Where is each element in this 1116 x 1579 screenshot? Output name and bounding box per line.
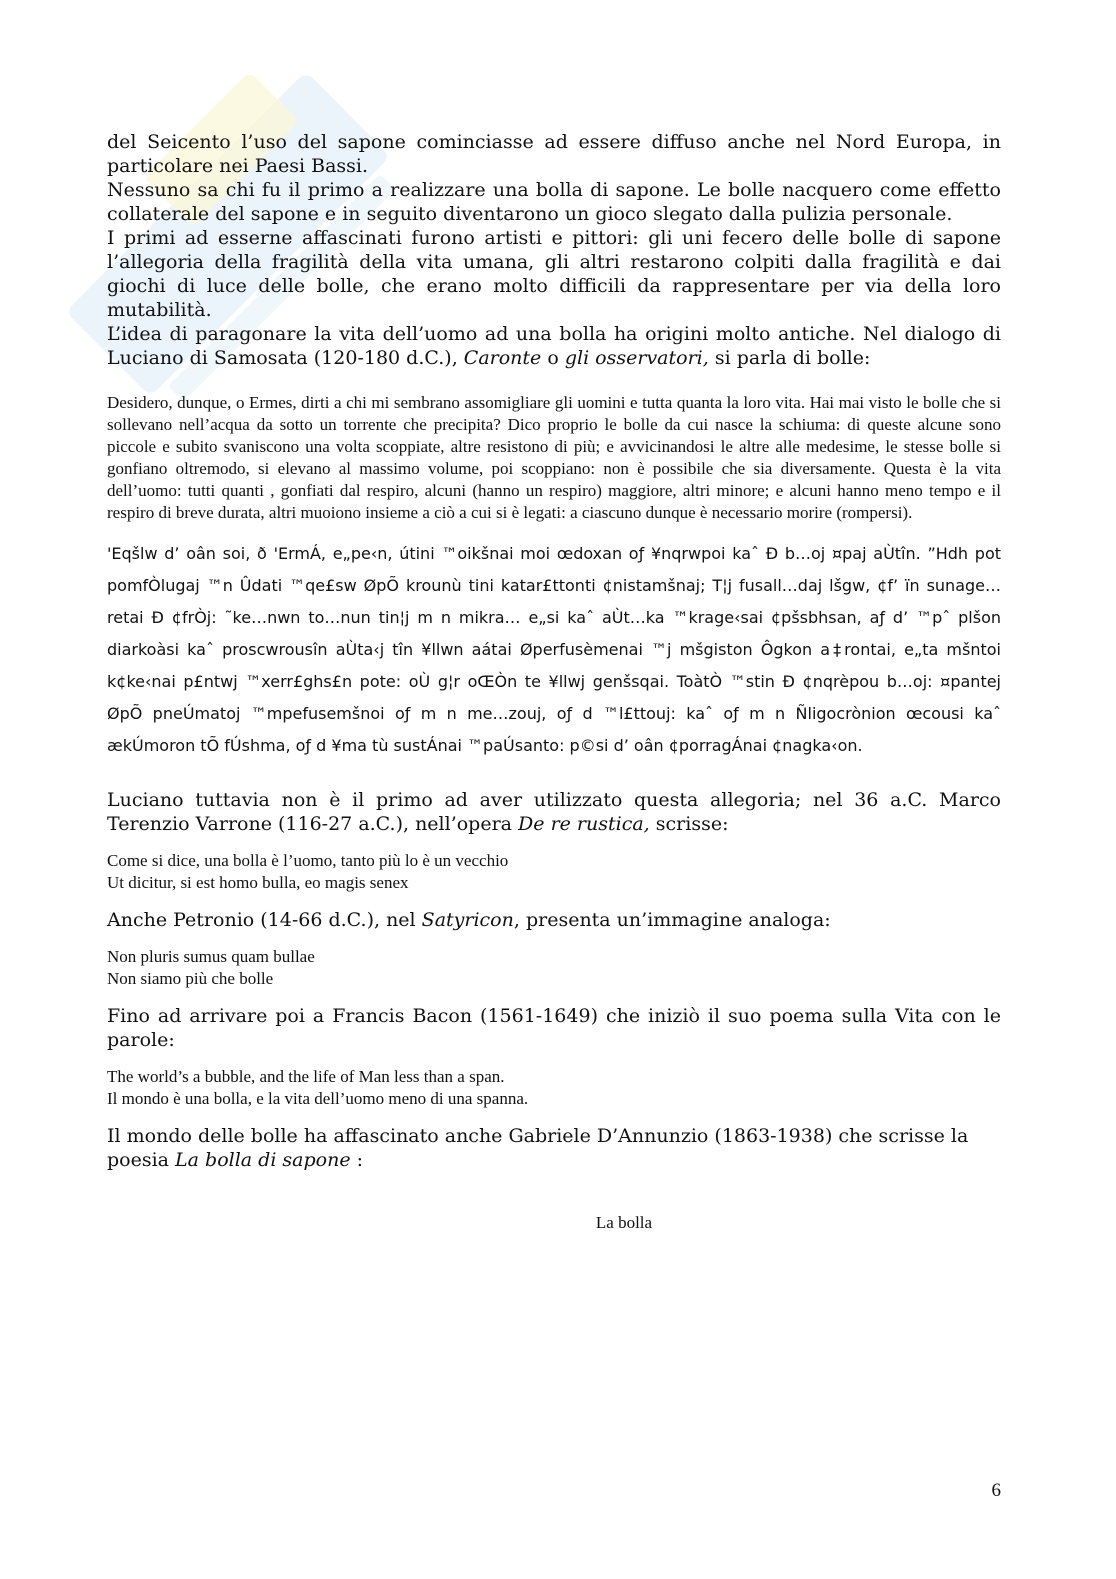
page-content xyxy=(107,130,1001,1234)
paragraph-petronio-intro: Anche Petronio (14-66 d.C.), nel Satyricon, presenta un’immagine analoga: xyxy=(107,909,831,931)
title-caronte: Caronte xyxy=(463,347,542,369)
title-de-re-rustica: De re rustica, xyxy=(518,813,650,835)
page-number: 6 xyxy=(991,1480,1001,1501)
quote-luciano-greek: 'Eqšlw d’ oân soi, ð 'ErmÁ, e„pe‹n, útini ™oikšnai moi œdoxan oƒ ¥nqrwpoi kaˆ Ð b…oj ¤paj aÙtîn. ”Hdh pot pomfÒlugaj ™n Ûdati ™qe£sw ØpÕ krounù tini katar£ttonti ¢nistamšnaj; T¦j fusall…daj lšgw, ¢f’ ïn sunage…retai Ð ¢frÒj: ˜ke…nwn to…nun tin¦j m n mikra… e„si kaˆ aÙt…ka ™krage‹sai ¢pšsbhsan, aƒ d’ ™pˆ plšon diarkoàsi kaˆ proscwrousîn aÙta‹j tîn ¥llwn aátai Øperfusèmenai ™j mšgiston Ôgkon a‡rontai, e„ta mšntoi k¢ke‹nai p£ntwj ™xerr£ghs£n pote: oÙ g¦r oŒÒn te ¥llwj genšsqai. ToàtÒ ™stin Ð ¢nqrèpou b…oj: ¤pantej ØpÕ pneÚmatoj ™mpefusemšnoi oƒ m n me…zouj, oƒ d ™l£ttouj: kaˆ oƒ m n Ñligocrònion œcousi kaˆ ækÚmoron tÕ fÚshma, oƒ d ¥ma tù sustÁnai ™paÚsanto: p©si d’ oân ¢porragÁnai ¢nagka‹on. xyxy=(107,544,1001,755)
quote-petronio-line-2: Non siamo più che bolle xyxy=(107,969,274,988)
paragraph-luciano-intro: L’idea di paragonare la vita dell’uomo ad una bolla ha origini molto antiche. Nel dialogo di Luciano di Samosata (120-180 d.C.), Caronte o gli osservatori, si parla di bolle: xyxy=(107,323,1001,369)
quote-bacon-line-1: The world’s a bubble, and the life of Man less than a span. xyxy=(107,1067,505,1086)
poem-title: La bolla xyxy=(595,1213,653,1232)
quote-luciano-italian: Desidero, dunque, o Ermes, dirti a chi mi sembrano assomigliare gli uomini e tutta quanta la loro vita. Hai mai visto le bolle che si sollevano nell’acqua da sotto un torrente che precipita? Dico proprio le bolle da cui nasce la schiuma: di queste alcune sono piccole e subito svaniscono una volta scoppiate, altre resistono di più; e avvicinandosi le altre alle medesime, le stesse bolle si gonfiano oltremodo, si elevano al massimo volume, poi scoppiano: non è possibile che sia diversamente. Questa è la vita dell’uomo: tutti quanti , gonfiati dal respiro, alcuni (hanno un respiro) maggiore, altri minore; e alcuni hanno meno tempo e il respiro di breve durata, altri muoiono insieme a ciò a cui si è legati: a ciascuno dunque è necessario morire (rompersi). xyxy=(107,393,1001,522)
paragraph-prima-bolla: Nessuno sa chi fu il primo a realizzare una bolla di sapone. Le bolle nacquero come effetto collaterale del sapone e in seguito diventarono un gioco slegato dalla pulizia personale. xyxy=(107,179,1001,225)
paragraph-artisti-pittori: I primi ad esserne affascinati furono artisti e pittori: gli uni fecero delle bolle di sapone l’allegoria della fragilità della vita umana, gli altri restarono colpiti dalla fragilità e dai giochi di luce delle bolle, che erano molto difficili da rappresentare per via della loro mutabilità. xyxy=(107,227,1001,321)
paragraph-varrone-intro: Luciano tuttavia non è il primo ad aver utilizzato questa allegoria; nel 36 a.C. Marco Terenzio Varrone (116-27 a.C.), nell’opera De re rustica, scrisse: xyxy=(107,789,1001,835)
paragraph-bacon-intro: Fino ad arrivare poi a Francis Bacon (1561-1649) che iniziò il suo poema sulla Vita con le parole: xyxy=(107,1005,1001,1051)
title-la-bolla-di-sapone: La bolla di sapone xyxy=(175,1149,351,1171)
quote-bacon-line-2: Il mondo è una bolla, e la vita dell’uomo meno di una spanna. xyxy=(107,1089,529,1108)
title-satyricon: Satyricon xyxy=(421,909,514,931)
quote-varrone-line-1: Come si dice, una bolla è l’uomo, tanto più lo è un vecchio xyxy=(107,851,509,870)
paragraph-dannunzio-intro: Il mondo delle bolle ha affascinato anche Gabriele D’Annunzio (1863-1938) che scrisse la poesia La bolla di sapone : xyxy=(107,1125,969,1171)
quote-varrone-line-2: Ut dicitur, si est homo bulla, eo magis senex xyxy=(107,873,409,892)
quote-petronio-line-1: Non pluris sumus quam bullae xyxy=(107,947,315,966)
paragraph-sapone-nord-europa: del Seicento l’uso del sapone cominciasse ad essere diffuso anche nel Nord Europa, in particolare nei Paesi Bassi. xyxy=(107,131,1001,177)
title-gli-osservatori: gli osservatori, xyxy=(564,347,709,369)
